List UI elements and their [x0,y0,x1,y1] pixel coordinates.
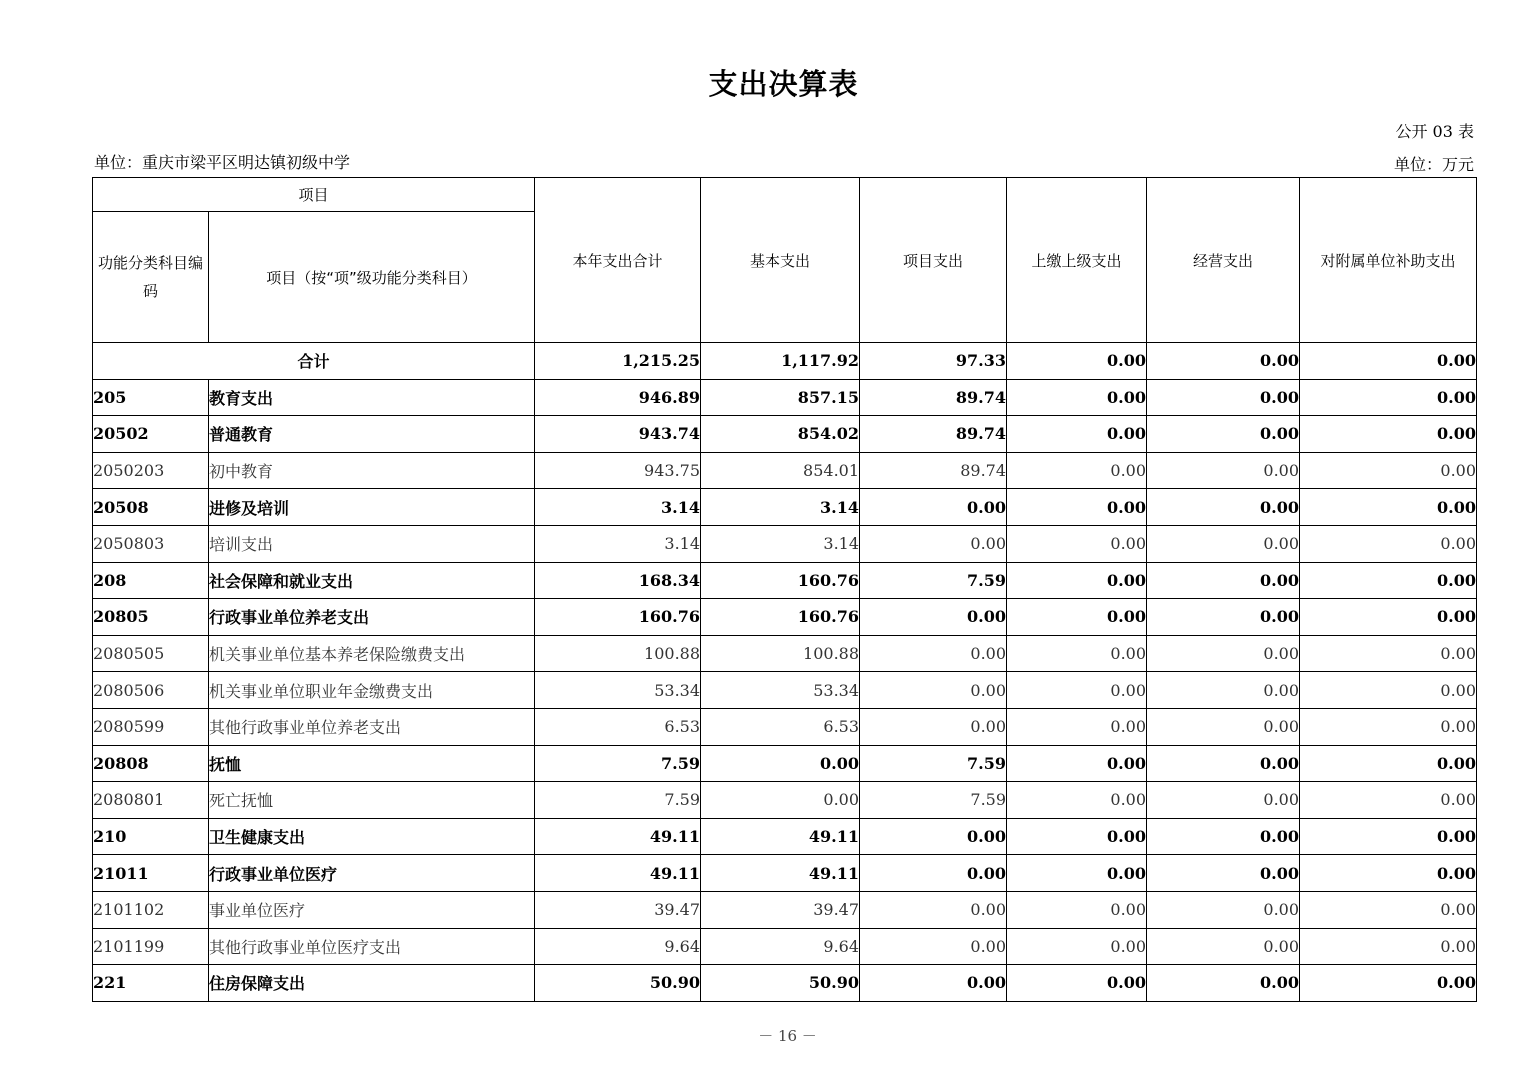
row-value: 0.00 [1300,672,1477,709]
row-value: 0.00 [1300,782,1477,819]
row-value: 0.00 [1300,635,1477,672]
row-value: 160.76 [701,599,860,636]
row-value: 9.64 [701,928,860,965]
row-code: 20502 [93,416,209,453]
row-code: 2050203 [93,452,209,489]
row-value: 3.14 [535,525,701,562]
row-value: 0.00 [860,599,1007,636]
row-code: 2080599 [93,708,209,745]
header-code: 功能分类科目编码 [93,212,209,343]
row-value: 50.90 [701,965,860,1002]
row-value: 0.00 [1300,416,1477,453]
row-value: 0.00 [1147,891,1300,928]
table-row [93,379,1477,416]
header-business: 经营支出 [1147,178,1300,343]
row-value: 0.00 [1300,599,1477,636]
row-value: 100.88 [701,635,860,672]
row-name: 进修及培训 [209,489,535,526]
row-value: 53.34 [535,672,701,709]
row-value: 6.53 [701,708,860,745]
row-value: 0.00 [1300,855,1477,892]
row-value: 160.76 [535,599,701,636]
row-value: 0.00 [1007,416,1147,453]
row-value: 7.59 [535,745,701,782]
row-code: 2080505 [93,635,209,672]
row-value: 3.14 [535,489,701,526]
expenditure-table [92,177,1477,1002]
row-value: 0.00 [1007,855,1147,892]
total-cell: 1,117.92 [701,343,860,380]
total-cell: 0.00 [1147,343,1300,380]
row-value: 89.74 [860,452,1007,489]
table-number: 公开 03 表 [1395,122,1474,141]
row-value: 0.00 [701,782,860,819]
table-row [93,635,1477,672]
row-value: 0.00 [701,745,860,782]
row-value: 89.74 [860,379,1007,416]
table-row [93,708,1477,745]
row-value: 0.00 [860,818,1007,855]
row-value: 0.00 [860,635,1007,672]
row-value: 857.15 [701,379,860,416]
row-value: 0.00 [1300,818,1477,855]
row-value: 0.00 [1007,928,1147,965]
table-row [93,525,1477,562]
row-name: 教育支出 [209,379,535,416]
row-code: 210 [93,818,209,855]
row-name: 初中教育 [209,452,535,489]
row-name: 抚恤 [209,745,535,782]
row-name: 普通教育 [209,416,535,453]
row-value: 0.00 [1147,782,1300,819]
row-code: 20805 [93,599,209,636]
row-value: 0.00 [1147,562,1300,599]
row-value: 854.02 [701,416,860,453]
row-value: 0.00 [1300,928,1477,965]
row-name: 住房保障支出 [209,965,535,1002]
row-name: 机关事业单位基本养老保险缴费支出 [209,635,535,672]
row-value: 50.90 [535,965,701,1002]
row-name: 行政事业单位养老支出 [209,599,535,636]
row-code: 2101199 [93,928,209,965]
row-value: 0.00 [860,708,1007,745]
row-value: 0.00 [1300,891,1477,928]
row-value: 3.14 [701,525,860,562]
row-value: 7.59 [860,562,1007,599]
row-value: 0.00 [1300,379,1477,416]
row-value: 7.59 [860,745,1007,782]
row-value: 3.14 [701,489,860,526]
row-value: 7.59 [860,782,1007,819]
table-row [93,782,1477,819]
header-project: 项目 [93,178,535,212]
row-value: 0.00 [1007,965,1147,1002]
header-basic: 基本支出 [701,178,860,343]
row-value: 6.53 [535,708,701,745]
table-row [93,672,1477,709]
row-value: 49.11 [535,855,701,892]
row-name: 其他行政事业单位养老支出 [209,708,535,745]
row-value: 0.00 [1147,855,1300,892]
unit-organization: 单位：重庆市梁平区明达镇初级中学 [94,153,351,172]
row-value: 39.47 [535,891,701,928]
table-row [93,818,1477,855]
row-name: 其他行政事业单位医疗支出 [209,928,535,965]
total-label: 合计 [93,343,535,380]
row-value: 0.00 [1147,379,1300,416]
row-code: 2080506 [93,672,209,709]
row-value: 943.74 [535,416,701,453]
row-value: 0.00 [1147,635,1300,672]
row-value: 168.34 [535,562,701,599]
row-value: 0.00 [860,525,1007,562]
row-code: 2101102 [93,891,209,928]
row-value: 0.00 [860,965,1007,1002]
row-value: 0.00 [1007,489,1147,526]
row-value: 100.88 [535,635,701,672]
row-value: 0.00 [860,891,1007,928]
row-value: 39.47 [701,891,860,928]
total-cell: 1,215.25 [535,343,701,380]
row-value: 943.75 [535,452,701,489]
table-row [93,489,1477,526]
row-value: 0.00 [1007,599,1147,636]
row-value: 0.00 [1007,818,1147,855]
total-cell: 0.00 [1300,343,1477,380]
row-value: 0.00 [1147,489,1300,526]
row-code: 2050803 [93,525,209,562]
row-value: 0.00 [1147,928,1300,965]
row-value: 49.11 [535,818,701,855]
header-upper: 上缴上级支出 [1007,178,1147,343]
table-row [93,562,1477,599]
row-code: 20808 [93,745,209,782]
row-value: 0.00 [1007,562,1147,599]
table-row [93,416,1477,453]
unit-currency: 单位：万元 [1393,155,1474,174]
row-value: 0.00 [1007,745,1147,782]
row-name: 社会保障和就业支出 [209,562,535,599]
row-value: 0.00 [1300,489,1477,526]
row-value: 0.00 [1007,672,1147,709]
row-value: 0.00 [1300,965,1477,1002]
row-value: 0.00 [1300,745,1477,782]
row-value: 0.00 [1007,782,1147,819]
header-name: 项目（按“项”级功能分类科目） [209,212,535,343]
row-value: 0.00 [860,928,1007,965]
row-value: 0.00 [1300,708,1477,745]
row-code: 221 [93,965,209,1002]
row-value: 0.00 [1147,599,1300,636]
row-code: 21011 [93,855,209,892]
table-body [93,343,1477,1002]
row-value: 49.11 [701,818,860,855]
row-value: 0.00 [860,489,1007,526]
table-row [93,745,1477,782]
table-row [93,599,1477,636]
page-number: － 16 － [758,1027,817,1045]
row-value: 0.00 [1147,452,1300,489]
row-name: 死亡抚恤 [209,782,535,819]
row-value: 89.74 [860,416,1007,453]
row-value: 0.00 [1007,708,1147,745]
total-row [93,343,1477,380]
header-subsidy: 对附属单位补助支出 [1300,178,1477,343]
row-value: 0.00 [1300,452,1477,489]
row-value: 53.34 [701,672,860,709]
row-value: 0.00 [1147,525,1300,562]
row-value: 160.76 [701,562,860,599]
row-value: 0.00 [1300,562,1477,599]
row-value: 0.00 [1147,818,1300,855]
row-value: 0.00 [1147,965,1300,1002]
row-code: 20508 [93,489,209,526]
row-name: 卫生健康支出 [209,818,535,855]
row-value: 7.59 [535,782,701,819]
row-value: 0.00 [1007,525,1147,562]
page-title: 支出决算表 [708,67,859,101]
total-cell: 97.33 [860,343,1007,380]
row-name: 培训支出 [209,525,535,562]
row-value: 0.00 [1007,452,1147,489]
total-cell: 0.00 [1007,343,1147,380]
row-name: 事业单位医疗 [209,891,535,928]
row-name: 行政事业单位医疗 [209,855,535,892]
header-total: 本年支出合计 [535,178,701,343]
row-value: 0.00 [1147,672,1300,709]
row-value: 0.00 [860,855,1007,892]
row-value: 0.00 [1007,891,1147,928]
row-value: 0.00 [1147,708,1300,745]
row-value: 0.00 [1007,379,1147,416]
row-code: 205 [93,379,209,416]
row-value: 0.00 [1007,635,1147,672]
header-project-expense: 项目支出 [860,178,1007,343]
row-code: 2080801 [93,782,209,819]
row-value: 0.00 [1147,745,1300,782]
row-value: 946.89 [535,379,701,416]
row-value: 0.00 [1147,416,1300,453]
table-row [93,855,1477,892]
table-row [93,452,1477,489]
table-row [93,965,1477,1002]
row-name: 机关事业单位职业年金缴费支出 [209,672,535,709]
table-row [93,928,1477,965]
table-row [93,891,1477,928]
row-value: 854.01 [701,452,860,489]
row-value: 0.00 [860,672,1007,709]
row-value: 9.64 [535,928,701,965]
row-value: 0.00 [1300,525,1477,562]
row-value: 49.11 [701,855,860,892]
row-code: 208 [93,562,209,599]
